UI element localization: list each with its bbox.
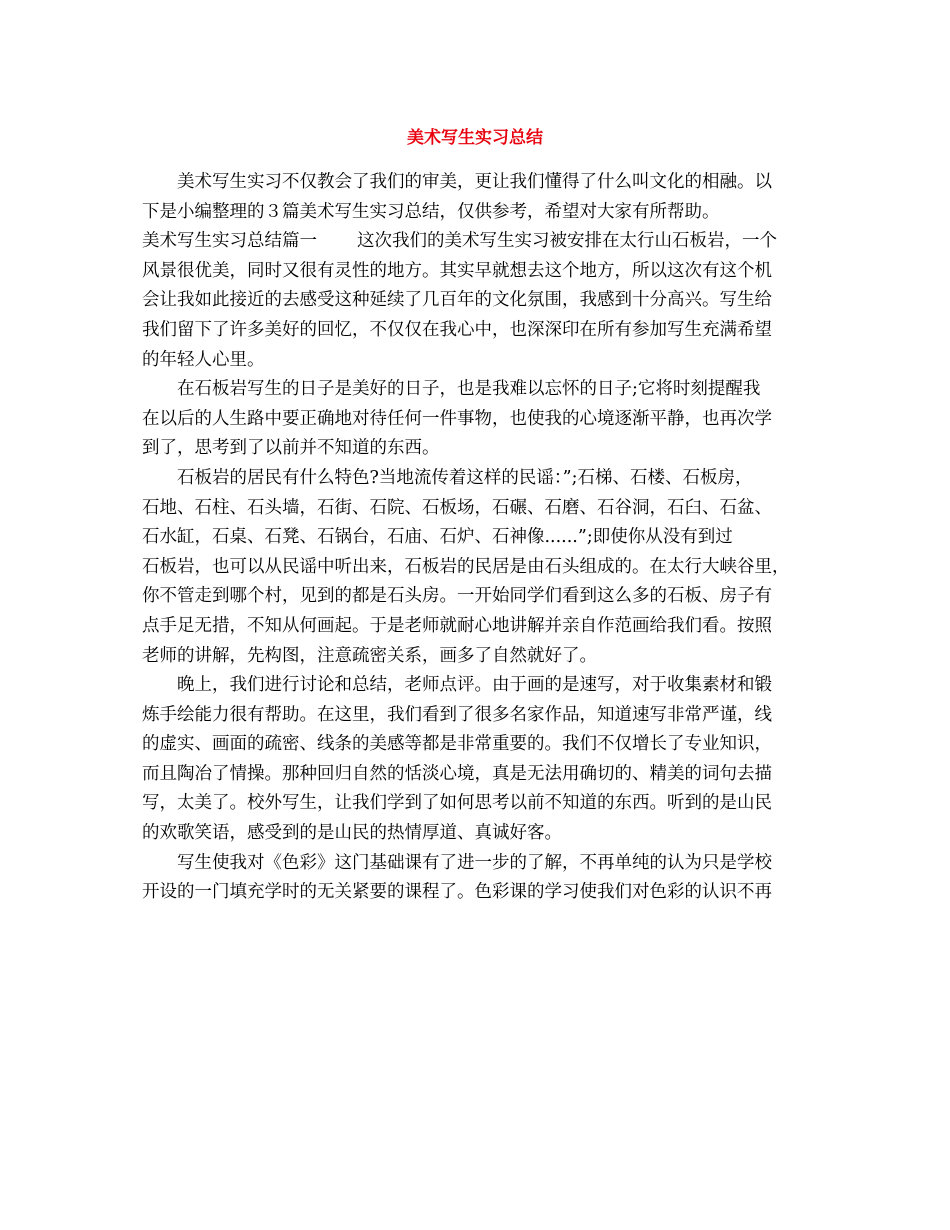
text-line: 在以后的人生路中要正确地对待任何一件事物，也使我的心境逐渐平静，也再次学 bbox=[142, 408, 772, 429]
text-line: 下是小编整理的３篇美术写生实习总结，仅供参考，希望对大家有所帮助。 bbox=[142, 201, 720, 222]
paragraph-color bbox=[142, 849, 822, 908]
text-line: 会让我如此接近的去感受这种延续了几百年的文化氛围，我感到十分高兴。写生给 bbox=[142, 290, 772, 311]
paragraph-days bbox=[142, 375, 822, 464]
text-line: 写生使我对《色彩》这门基础课有了进一步的了解，不再单纯的认为只是学校 bbox=[177, 852, 772, 873]
text-line: 晚上，我们进行讨论和总结，老师点评。由于画的是速写，对于收集素材和锻 bbox=[177, 675, 772, 696]
document-title: 美术写生实习总结 bbox=[407, 128, 543, 148]
paragraph-residents bbox=[142, 464, 822, 671]
text-line: 点手足无措，不知从何画起。于是老师就耐心地讲解并亲自作范画给我们看。按照 bbox=[142, 615, 772, 636]
text-line: 的欢歌笑语，感受到的是山民的热情厚道、真诚好客。 bbox=[142, 823, 562, 844]
paragraph-intro bbox=[142, 168, 822, 227]
text-line: 你不管走到哪个村，见到的都是石头房。一开始同学们看到这么多的石板、房子有 bbox=[142, 586, 772, 607]
text-line: 石地、石柱、石头墙，石街、石院、石板场，石碾、石磨、石谷洞，石臼、石盆、 bbox=[142, 497, 772, 518]
text-line: 的虚实、画面的疏密、线条的美感等都是非常重要的。我们不仅增长了专业知识， bbox=[142, 734, 772, 755]
text-line: 风景很优美，同时又很有灵性的地方。其实早就想去这个地方，所以这次有这个机 bbox=[142, 260, 772, 281]
section-heading: 美术写生实习总结篇一 bbox=[142, 231, 317, 252]
text-line: 写，太美了。校外写生，让我们学到了如何思考以前不知道的东西。听到的是山民 bbox=[142, 793, 772, 814]
document-body bbox=[142, 168, 822, 908]
section-first-line: 这次我们的美术写生实习被安排在太行山石板岩，一个 bbox=[357, 231, 777, 252]
text-line bbox=[142, 227, 822, 257]
text-line: 美术写生实习不仅教会了我们的审美，更让我们懂得了什么叫文化的相融。以 bbox=[177, 172, 772, 192]
text-line: 石板岩的居民有什么特色?当地流传着这样的民谣：”;石梯、石楼、石板房， bbox=[177, 467, 753, 488]
paragraph-section-one bbox=[142, 227, 822, 375]
text-line: 而且陶冶了情操。那种回归自然的恬淡心境，真是无法用确切的、精美的词句去描 bbox=[142, 763, 772, 784]
text-line: 炼手绘能力很有帮助。在这里，我们看到了很多名家作品，知道速写非常严谨，线 bbox=[142, 704, 772, 725]
text-line: 老师的讲解，先构图，注意疏密关系，画多了自然就好了。 bbox=[142, 645, 597, 666]
text-line: 石板岩，也可以从民谣中听出来，石板岩的民居是由石头组成的。在太行大峡谷里， bbox=[142, 556, 790, 577]
text-line: 在石板岩写生的日子是美好的日子，也是我难以忘怀的日子;它将时刻提醒我 bbox=[177, 379, 761, 400]
text-line: 的年轻人心里。 bbox=[142, 349, 265, 370]
text-line: 开设的一门填充学时的无关紧要的课程了。色彩课的学习使我们对色彩的认识不再 bbox=[142, 882, 772, 903]
paragraph-evening bbox=[142, 671, 822, 849]
text-line: 到了，思考到了以前并不知道的东西。 bbox=[142, 438, 440, 459]
text-line: 石水缸，石桌、石凳、石锅台，石庙、石炉、石神像......”;即使你从没有到过 bbox=[142, 527, 733, 548]
text-line: 我们留下了许多美好的回忆，不仅仅在我心中，也深深印在所有参加写生充满希望 bbox=[142, 319, 772, 340]
